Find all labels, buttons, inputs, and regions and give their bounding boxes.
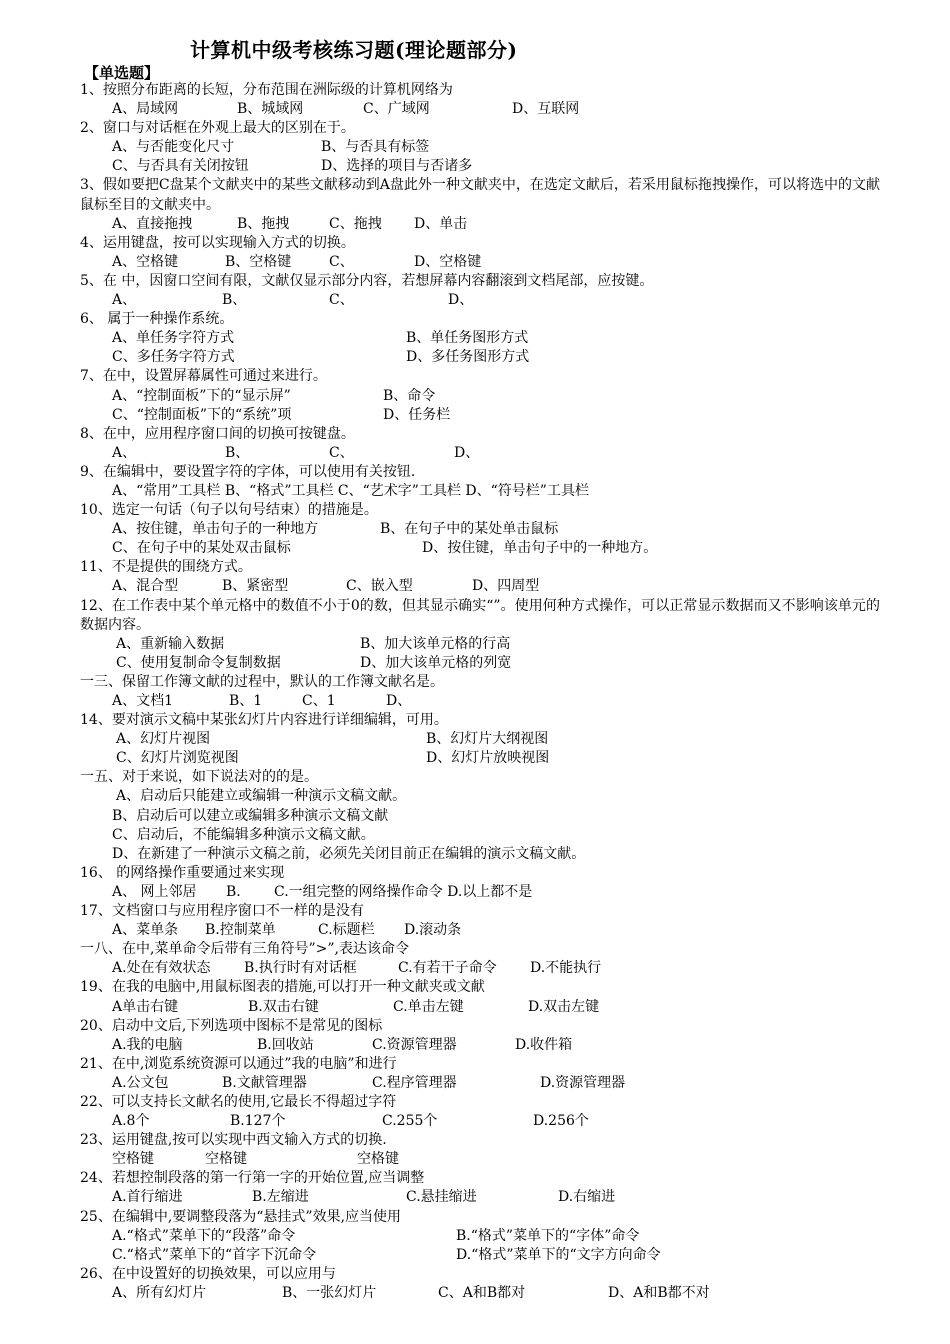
question-block xyxy=(80,673,880,711)
answer-option: B、紧密型 xyxy=(222,578,289,595)
question-stem: 11、不是提供的围绕方式。 xyxy=(80,559,252,576)
answer-option: B、命令 xyxy=(383,387,436,404)
answer-option: C.程序管理器 xyxy=(372,1074,457,1091)
answer-option: C.单击左键 xyxy=(393,998,464,1015)
question-stem: 6、 属于一种操作系统。 xyxy=(80,311,234,328)
question-stem: 一五、对于来说，如下说法对的的是。 xyxy=(80,769,318,786)
question-block xyxy=(80,81,880,119)
question-block xyxy=(80,176,880,233)
question-stem: 8、在中，应用程序窗口间的切换可按键盘。 xyxy=(80,425,355,442)
answer-option: A、局域网 xyxy=(112,101,179,118)
question-stem: 2、窗口与对话框在外观上最大的区别在于。 xyxy=(80,120,355,137)
answer-option: C、“控制面板”下的“系统”项 xyxy=(112,406,292,423)
question-stem: 9、在编辑中，要设置字符的字体，可以使用有关按钮. xyxy=(80,463,416,480)
option-row xyxy=(80,387,880,406)
answer-option: A.公文包 xyxy=(112,1074,169,1091)
answer-option: D、幻灯片放映视图 xyxy=(426,750,550,767)
question-stem: 7、在中，设置屏幕属性可通过来进行。 xyxy=(80,368,327,385)
question-stem: 4、运用键盘，按可以实现输入方式的切换。 xyxy=(80,234,355,251)
option-row xyxy=(80,406,880,425)
answer-option: C、多任务字符方式 xyxy=(112,349,235,366)
answer-option: A、与否能变化尺寸 xyxy=(112,139,235,156)
answer-option: C、1 xyxy=(302,693,336,709)
answer-option: A、 xyxy=(112,292,137,309)
answer-option: B.执行时有对话框 xyxy=(244,960,357,977)
answer-option: D、加大该单元格的列宽 xyxy=(360,654,512,671)
option-row xyxy=(80,692,880,711)
answer-option: B.左缩进 xyxy=(252,1189,309,1206)
answer-option: D、按住键，单击句子中的一种地方。 xyxy=(422,540,658,557)
answer-option: D.右缩进 xyxy=(558,1189,616,1206)
question-block xyxy=(80,501,880,558)
answer-option: B、在句子中的某处单击鼠标 xyxy=(380,521,559,538)
question-block xyxy=(80,940,880,978)
answer-option: B、启动后可以建立或编辑多种演示文稿文献 xyxy=(112,807,389,824)
answer-option: C、在句子中的某处双击鼠标 xyxy=(112,540,291,557)
section-heading: 【单选题】 xyxy=(84,64,160,82)
answer-option: D.滚动条 xyxy=(404,922,462,939)
answer-option: C、与否具有关闭按钮 xyxy=(112,158,249,175)
question-stem: 一八、在中,菜单命令后带有三角符号”>”,表达该命令 xyxy=(80,941,409,958)
answer-option: B、单任务图形方式 xyxy=(406,330,529,347)
question-block xyxy=(80,1055,880,1093)
answer-option: D.双击左键 xyxy=(528,998,600,1015)
answer-option: B、空格键 xyxy=(225,253,292,270)
option-row xyxy=(80,100,880,119)
answer-option: C.标题栏 xyxy=(318,922,375,939)
answer-option: A、启动后只能建立或编辑一种演示文稿文献。 xyxy=(116,788,407,805)
option-row xyxy=(80,1246,880,1265)
option-row xyxy=(80,883,880,902)
answer-option: C.悬挂缩进 xyxy=(406,1189,477,1206)
answer-option: C.“格式”菜单下的“首字下沉命令 xyxy=(112,1246,317,1263)
answer-option: C、广域网 xyxy=(363,101,430,118)
answer-option: C.有若干子命令 xyxy=(398,960,497,977)
question-block xyxy=(80,1208,880,1265)
option-row xyxy=(80,635,880,654)
option-row xyxy=(80,520,880,539)
answer-option: B、一张幻灯片 xyxy=(282,1284,377,1301)
answer-option: A、空格键 xyxy=(112,253,179,270)
answer-option: A、“常用”工具栏 B、“格式”工具栏 C、“艺术字”工具栏 D、“符号栏”工具栏 xyxy=(112,482,589,499)
answer-option: C、 xyxy=(329,292,354,309)
option-row xyxy=(80,654,880,673)
question-stem: 14、要对演示文稿中某张幻灯片内容进行详细编辑，可用。 xyxy=(80,712,448,729)
option-row xyxy=(80,1112,880,1131)
question-stem: 22、可以支持长文献名的使用,它最长不得超过字符 xyxy=(80,1093,397,1110)
question-stem: 16、 的网络操作重要通过来实现 xyxy=(80,864,285,881)
option-row xyxy=(80,921,880,940)
answer-option: C、嵌入型 xyxy=(346,578,413,595)
answer-option: 空格键 xyxy=(205,1151,247,1168)
question-block xyxy=(80,711,880,768)
answer-option: D、空格键 xyxy=(414,253,482,270)
answer-option: D、 xyxy=(454,444,480,461)
option-row xyxy=(80,730,880,749)
answer-option: D、在新建了一种演示文稿之前，必须先关闭目前正在编辑的演示文稿文献。 xyxy=(112,845,586,862)
answer-option: A、重新输入数据 xyxy=(116,635,225,652)
question-stem: 20、启动中文后,下列选项中图标不是常见的图标 xyxy=(80,1017,383,1034)
answer-option: B. xyxy=(226,883,241,900)
answer-option: D.256个 xyxy=(533,1113,589,1130)
option-row xyxy=(80,577,880,596)
answer-option: D、A和B都不对 xyxy=(608,1284,710,1301)
option-row xyxy=(80,807,880,826)
question-stem: 3、假如要把C盘某个文献夹中的某些文献移动到A盘此外一种文献夹中，在选定文献后，若采用鼠标拖拽操作，可以将选中的文献鼠标至目的文献夹中。 xyxy=(80,177,880,213)
answer-option: A.处在有效状态 xyxy=(112,960,211,977)
answer-option: B、1 xyxy=(229,693,263,709)
question-stem: 26、在中设置好的切换效果，可以应用与 xyxy=(80,1265,336,1282)
question-block xyxy=(80,1265,880,1303)
option-row xyxy=(80,998,880,1017)
option-row xyxy=(80,253,880,272)
answer-option: B.127个 xyxy=(230,1113,286,1130)
question-list xyxy=(80,81,880,1303)
answer-option: A、混合型 xyxy=(112,578,179,595)
question-stem: 21、在中,浏览系统资源可以通过”我的电脑”和进行 xyxy=(80,1055,397,1072)
question-stem: 1、按照分布距离的长短，分布范围在洲际级的计算机网络为 xyxy=(80,82,453,98)
question-block xyxy=(80,234,880,272)
question-stem: 一三、保留工作簿文献的过程中，默认的工作簿文献名是。 xyxy=(80,673,444,690)
answer-option: A、幻灯片视图 xyxy=(116,731,211,748)
question-block xyxy=(80,864,880,902)
question-block xyxy=(80,1131,880,1169)
answer-option: D.不能执行 xyxy=(530,960,602,977)
answer-option: D.资源管理器 xyxy=(540,1074,626,1091)
answer-option: C、启动后，不能编辑多种演示文稿文献。 xyxy=(112,826,375,843)
answer-option: A、 xyxy=(112,444,137,461)
answer-option: C、A和B都对 xyxy=(438,1284,526,1301)
question-block xyxy=(80,768,880,863)
option-row xyxy=(80,291,880,310)
option-row xyxy=(80,482,880,501)
answer-option: B、城域网 xyxy=(237,101,304,118)
question-stem: 23、运用键盘,按可以实现中西文输入方式的切换. xyxy=(80,1132,387,1149)
answer-option: B、 xyxy=(225,444,250,461)
question-block xyxy=(80,272,880,310)
option-row xyxy=(80,444,880,463)
answer-option: A、文档1 xyxy=(112,693,174,709)
answer-option: D、多任务图形方式 xyxy=(406,349,530,366)
question-block xyxy=(80,367,880,424)
answer-option: 空格键 xyxy=(357,1151,399,1168)
question-stem: 19、在我的电脑中,用鼠标图表的措施,可以打开一种文献夹或文献 xyxy=(80,979,485,996)
answer-option: D、四周型 xyxy=(472,578,540,595)
option-row xyxy=(80,138,880,157)
question-stem: 24、若想控制段落的第一行第一字的开始位置,应当调整 xyxy=(80,1170,425,1187)
answer-option: D、 xyxy=(386,693,412,709)
option-row xyxy=(80,1150,880,1169)
answer-option: A、“控制面板”下的“显示屏” xyxy=(112,387,291,404)
answer-option: B、拖拽 xyxy=(237,215,290,232)
option-row xyxy=(80,826,880,845)
question-stem: 12、在工作表中某个单元格中的数值不小于0的数，但其显示确实“”。使用何种方式操作，可以正常显示数据而又不影响该单元的数据内容。 xyxy=(80,597,880,633)
option-row xyxy=(80,157,880,176)
answer-option: B、加大该单元格的行高 xyxy=(360,635,511,652)
question-block xyxy=(80,1017,880,1055)
question-block xyxy=(80,1093,880,1131)
answer-option: A、所有幻灯片 xyxy=(112,1284,207,1301)
answer-option: C、 xyxy=(329,253,354,270)
question-stem: 17、文档窗口与应用程序窗口不一样的是没有 xyxy=(80,903,364,920)
question-block xyxy=(80,310,880,367)
answer-option: A、按住键，单击句子的一种地方 xyxy=(112,521,319,538)
question-block xyxy=(80,425,880,463)
option-row xyxy=(80,1036,880,1055)
question-block xyxy=(80,1169,880,1207)
answer-option: A.“格式”菜单下的“段落”命令 xyxy=(112,1227,296,1244)
question-stem: 25、在编辑中,要调整段落为“悬挂式”效果,应当使用 xyxy=(80,1208,402,1225)
answer-option: C、使用复制命令复制数据 xyxy=(116,654,281,671)
option-row xyxy=(80,787,880,806)
answer-option: A、菜单条 xyxy=(112,922,179,939)
option-row xyxy=(80,749,880,768)
document-title: 计算机中级考核练习题(理论题部分) xyxy=(190,38,518,62)
option-row xyxy=(80,959,880,978)
answer-option: A.8个 xyxy=(112,1113,150,1130)
question-block xyxy=(80,463,880,501)
option-row xyxy=(80,1284,880,1303)
question-block xyxy=(80,558,880,596)
answer-option: A、直接拖拽 xyxy=(112,215,193,232)
option-row xyxy=(80,845,880,864)
answer-option: D、选择的项目与否诸多 xyxy=(321,158,473,175)
answer-option: B.文献管理器 xyxy=(222,1074,307,1091)
answer-option: C、幻灯片浏览视图 xyxy=(116,750,239,767)
answer-option: B.“格式”菜单下的“字体”命令 xyxy=(456,1227,640,1244)
answer-option: C.255个 xyxy=(382,1113,438,1130)
question-stem: 10、选定一句话（句子以句号结束）的措施是。 xyxy=(80,502,378,519)
answer-option: 空格键 xyxy=(112,1151,154,1168)
answer-option: A、单任务字符方式 xyxy=(112,330,235,347)
option-row xyxy=(80,539,880,558)
answer-option: B.回收站 xyxy=(257,1036,314,1053)
question-block xyxy=(80,597,880,673)
question-block xyxy=(80,978,880,1016)
option-row xyxy=(80,348,880,367)
question-block xyxy=(80,119,880,176)
answer-option: A、 网上邻居 xyxy=(112,883,197,900)
answer-option: A.我的电脑 xyxy=(112,1036,183,1053)
answer-option: B.双击右键 xyxy=(248,998,319,1015)
answer-option: D.“格式”菜单下的“文字方向命令 xyxy=(456,1246,661,1263)
answer-option: C、拖拽 xyxy=(329,215,382,232)
option-row xyxy=(80,215,880,234)
answer-option: D.收件箱 xyxy=(515,1036,573,1053)
answer-option: B.控制菜单 xyxy=(205,922,276,939)
option-row xyxy=(80,329,880,348)
answer-option: A.首行缩进 xyxy=(112,1189,183,1206)
answer-option: D、互联网 xyxy=(512,101,580,118)
answer-option: B、与否具有标签 xyxy=(321,139,430,156)
question-stem: 5、在 中，因窗口空间有限，文献仅显示部分内容，若想屏幕内容翻滚到文档尾部，应按键。 xyxy=(80,272,654,289)
question-block xyxy=(80,902,880,940)
answer-option: B、 xyxy=(222,292,247,309)
answer-option: C.一组完整的网络操作命令 D.以上都不是 xyxy=(274,883,533,900)
answer-option: D、 xyxy=(448,292,474,309)
option-row xyxy=(80,1188,880,1207)
answer-option: B、幻灯片大纲视图 xyxy=(426,731,549,748)
option-row xyxy=(80,1074,880,1093)
answer-option: D、任务栏 xyxy=(383,406,451,423)
answer-option: A单击右键 xyxy=(112,998,179,1015)
option-row xyxy=(80,1227,880,1246)
answer-option: C.资源管理器 xyxy=(372,1036,457,1053)
answer-option: C、 xyxy=(329,444,354,461)
answer-option: D、单击 xyxy=(414,215,468,232)
